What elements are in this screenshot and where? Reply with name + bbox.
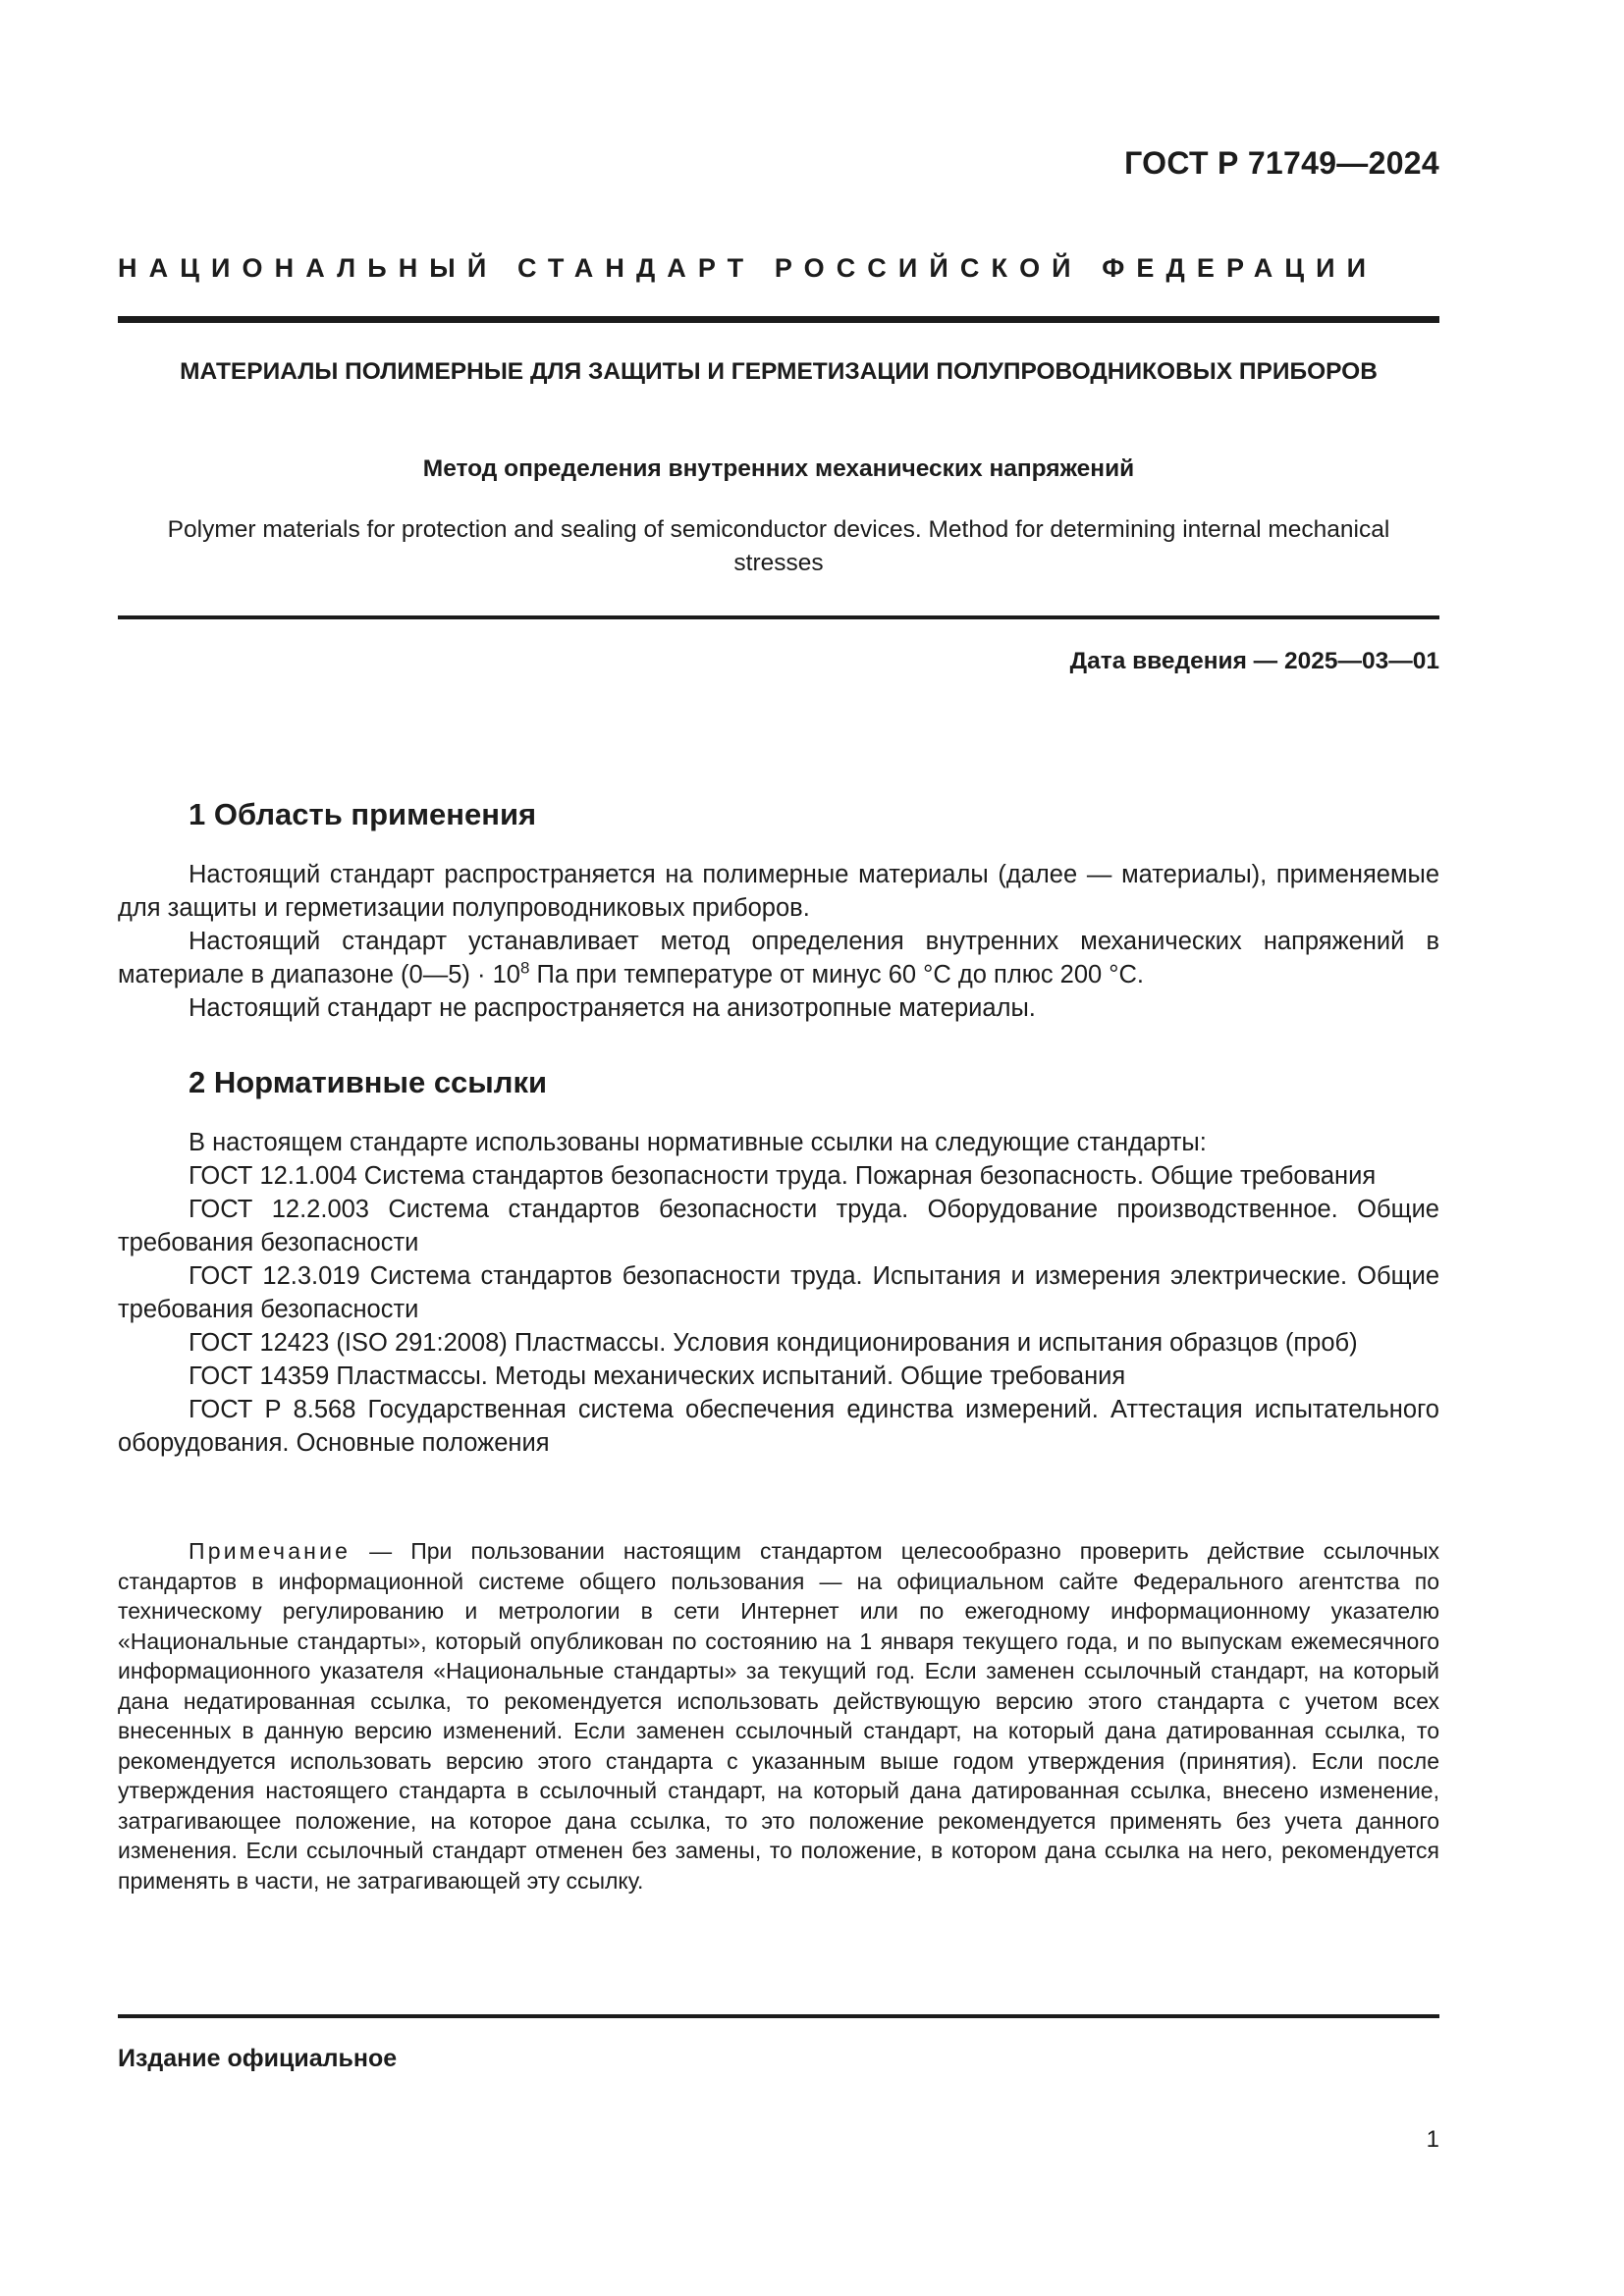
reference-item: ГОСТ 12423 (ISO 291:2008) Пластмассы. Условия кондиционирования и испытания образцов (проб) <box>189 1329 1358 1357</box>
note-label: Примечание <box>189 1538 352 1564</box>
reference-item: ГОСТ 12.2.003 Система стандартов безопасности труда. Оборудование производственное. Общие требования безопасности <box>118 1196 1439 1256</box>
standard-number: ГОСТ Р 71749—2024 <box>1124 145 1439 181</box>
header-rule <box>118 316 1439 323</box>
text-run: Па при температуре от минус 60 °С до плюс 200 °С. <box>529 961 1144 988</box>
footer-rule <box>118 2014 1439 2018</box>
introduction-date: Дата введения — 2025—03—01 <box>1069 648 1439 674</box>
section-2-body <box>118 1126 1439 1460</box>
reference-item: ГОСТ 14359 Пластмассы. Методы механических испытаний. Общие требования <box>189 1362 1126 1390</box>
paragraph: Настоящий стандарт распространяется на полимерные материалы (далее — материалы), применяемые для защиты и герметизации полупроводниковых приборов. <box>118 861 1439 922</box>
document-title-ru: МАТЕРИАЛЫ ПОЛИМЕРНЫЕ ДЛЯ ЗАЩИТЫ И ГЕРМЕТИЗАЦИИ ПОЛУПРОВОДНИКОВЫХ ПРИБОРОВ <box>180 358 1378 385</box>
note-paragraph <box>118 1536 1439 1896</box>
reference-item: ГОСТ Р 8.568 Государственная система обеспечения единства измерений. Аттестация испытательного оборудования. Основные положения <box>118 1396 1439 1457</box>
reference-item: ГОСТ 12.3.019 Система стандартов безопасности труда. Испытания и измерения электрические. Общие требования безопасности <box>118 1262 1439 1323</box>
section-2-heading: 2 Нормативные ссылки <box>189 1065 548 1099</box>
section-1-body <box>118 858 1439 1025</box>
page-number: 1 <box>1426 2126 1439 2153</box>
document-subtitle-method: Метод определения внутренних механических напряжений <box>422 455 1135 482</box>
section-1-heading: 1 Область применения <box>189 797 537 831</box>
superscript: 8 <box>519 958 530 978</box>
text-run: Настоящий стандарт устанавливает метод определения внутренних механических напряжений в материале в диапазоне (0—5) · 10 <box>118 928 1439 988</box>
paragraph <box>118 925 1439 991</box>
reference-item: ГОСТ 12.1.004 Система стандартов безопасности труда. Пожарная безопасность. Общие требования <box>189 1162 1377 1190</box>
title-rule <box>118 615 1439 619</box>
official-edition-label: Издание официальное <box>118 2045 398 2072</box>
national-standard-title: НАЦИОНАЛЬНЫЙ СТАНДАРТ РОССИЙСКОЙ ФЕДЕРАЦИИ <box>118 253 1379 283</box>
document-title-en: Polymer materials for protection and sealing of semiconductor devices. Method for determining internal mechanical stresses <box>167 516 1390 576</box>
paragraph: Настоящий стандарт не распространяется на анизотропные материалы. <box>189 994 1036 1022</box>
note-text: — При пользовании настоящим стандартом целесообразно проверить действие ссылочных стандартов в информационной системе общего пользования — на официальном сайте Федерального агентства по техническому регулированию и метрологии в сети Интернет или по ежегодному информационному указателю «Национальные стандарты», который опубликован по состоянию на 1 января текущего года, и по выпускам ежемесячного информационного указателя «Национальные стандарты» за текущий год. Если заменен ссылочный стандарт, на который дана недатированная ссылка, то рекомендуется использовать действующую версию этого стандарта с учетом всех внесенных в данную версию изменений. Если заменен ссылочный стандарт, на который дана датированная ссылка, то рекомендуется использовать версию этого стандарта с указанным выше годом утверждения (принятия). Если после утверждения настоящего стандарта в ссылочный стандарт, на который дана датированная ссылка, внесено изменение, затрагивающее положение, на которое дана ссылка, то это положение рекомендуется применять без учета данного изменения. Если ссылочный стандарт отменен без замены, то положение, в котором дана ссылка на него, рекомендуется применять в части, не затрагивающей эту ссылку. <box>118 1538 1439 1894</box>
paragraph: В настоящем стандарте использованы нормативные ссылки на следующие стандарты: <box>189 1129 1207 1156</box>
